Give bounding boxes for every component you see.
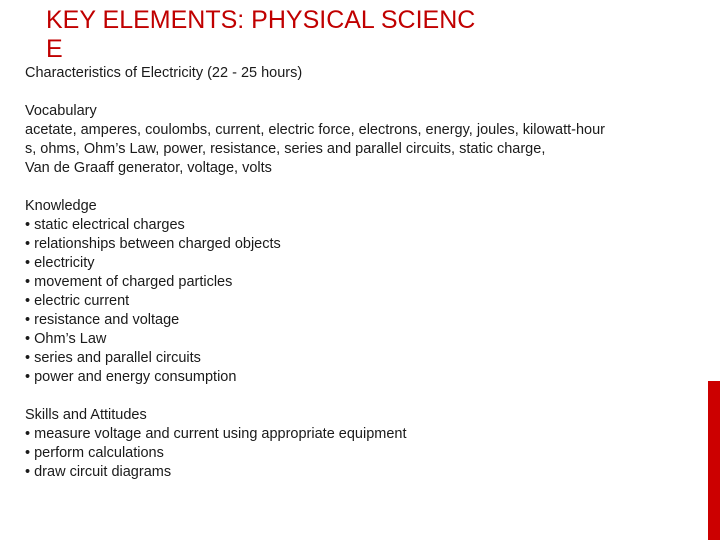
list-item <box>25 463 695 482</box>
knowledge-list <box>25 216 695 387</box>
bullet-icon: • <box>25 331 31 347</box>
spacer <box>25 178 695 197</box>
bullet-icon: • <box>25 255 31 271</box>
vocabulary-section <box>25 102 695 178</box>
list-item <box>25 311 695 330</box>
slide-body <box>25 64 695 482</box>
list-item-text: electricity <box>34 255 95 271</box>
list-item <box>25 444 695 463</box>
knowledge-heading: Knowledge <box>25 198 97 214</box>
list-item <box>25 330 695 349</box>
list-item-text: static electrical charges <box>34 217 185 233</box>
spacer <box>25 83 695 102</box>
bullet-icon: • <box>25 274 31 290</box>
bullet-icon: • <box>25 445 31 461</box>
bullet-icon: • <box>25 369 31 385</box>
list-item-text: movement of charged particles <box>34 274 233 290</box>
list-item-text: power and energy consumption <box>34 369 237 385</box>
bullet-icon: • <box>25 426 31 442</box>
vocabulary-line: s, ohms, Ohm’s Law, power, resistance, series and parallel circuits, static charge, <box>25 141 546 157</box>
vocabulary-line: Van de Graaff generator, voltage, volts <box>25 160 272 176</box>
slide-title: KEY ELEMENTS: PHYSICAL SCIENCE <box>46 6 476 63</box>
skills-list <box>25 425 695 482</box>
list-item <box>25 273 695 292</box>
list-item <box>25 216 695 235</box>
list-item-text: Ohm’s Law <box>34 331 107 347</box>
skills-section <box>25 406 695 482</box>
list-item-text: electric current <box>34 293 130 309</box>
list-item <box>25 254 695 273</box>
bullet-icon: • <box>25 236 31 252</box>
list-item-text: measure voltage and current using appropriate equipment <box>34 426 407 442</box>
bullet-icon: • <box>25 217 31 233</box>
list-item-text: resistance and voltage <box>34 312 180 328</box>
list-item-text: relationships between charged objects <box>34 236 281 252</box>
list-item <box>25 368 695 387</box>
list-item-text: perform calculations <box>34 445 164 461</box>
subtitle: Characteristics of Electricity (22 - 25 hours) <box>25 65 303 81</box>
knowledge-section <box>25 197 695 387</box>
list-item <box>25 349 695 368</box>
spacer <box>25 387 695 406</box>
bullet-icon: • <box>25 293 31 309</box>
bullet-icon: • <box>25 350 31 366</box>
vocabulary-heading: Vocabulary <box>25 103 97 119</box>
skills-heading: Skills and Attitudes <box>25 407 147 423</box>
list-item <box>25 235 695 254</box>
list-item-text: draw circuit diagrams <box>34 464 172 480</box>
bullet-icon: • <box>25 312 31 328</box>
list-item-text: series and parallel circuits <box>34 350 201 366</box>
vocabulary-line: acetate, amperes, coulombs, current, electric force, electrons, energy, joules, kilowatt-hour <box>25 122 605 138</box>
list-item <box>25 292 695 311</box>
accent-bar <box>708 381 720 540</box>
list-item <box>25 425 695 444</box>
bullet-icon: • <box>25 464 31 480</box>
